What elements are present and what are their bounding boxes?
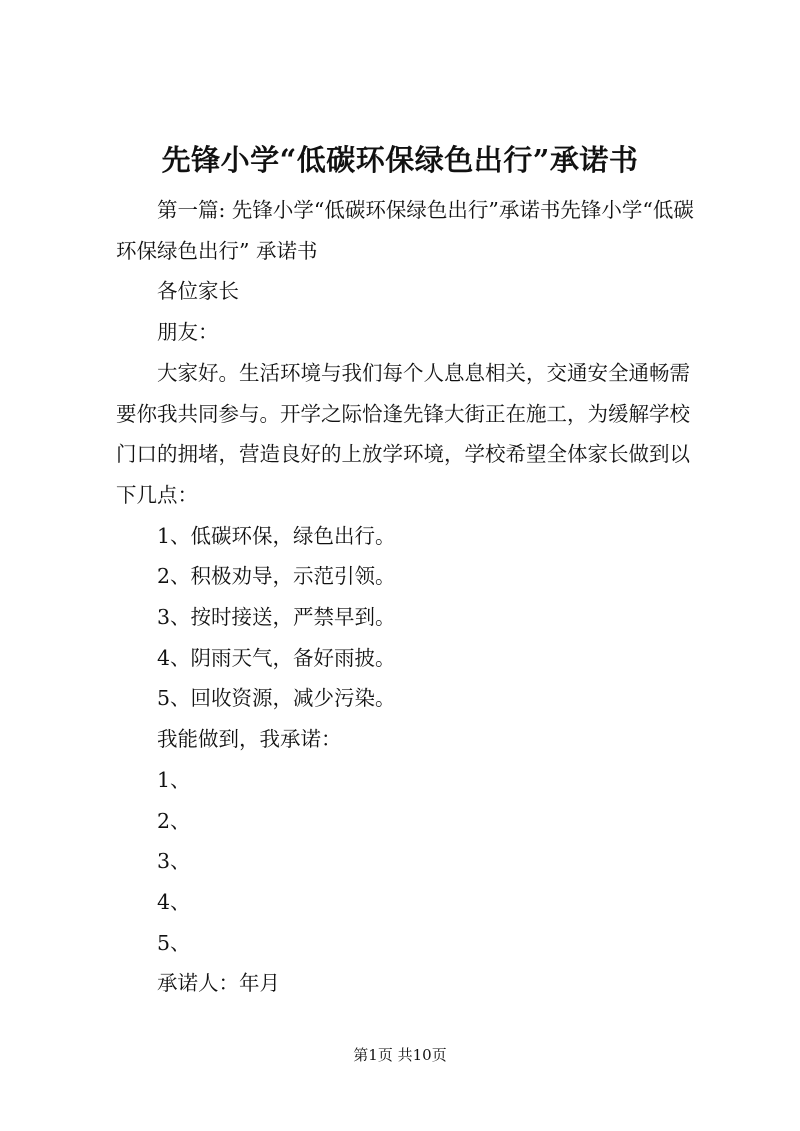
paragraph-salutation: 各位家长 — [157, 279, 239, 304]
pledge-item: 5、 — [157, 930, 191, 955]
pledge-item: 3、 — [157, 849, 191, 874]
list-item: 3、按时接送，严禁早到。 — [157, 605, 396, 630]
paragraph-main: 大家好。生活环境与我们每个人息息相关，交通安全通畅需要你我共同参与。开学之际恰逢先锋大街正在施工，为缓解学校门口的拥堵，营造良好的上放学环境，学校希望全体家长做到以下几点： — [116, 360, 690, 507]
pledge-item: 4、 — [157, 889, 191, 914]
list-item: 1、低碳环保，绿色出行。 — [157, 523, 396, 548]
pledge-item: 1、 — [157, 767, 191, 792]
list-item: 5、回收资源，减少污染。 — [157, 686, 396, 711]
document-title: 先锋小学“低碳环保绿色出行”承诺书 — [161, 143, 639, 177]
paragraph-intro: 第一篇: 先锋小学“低碳环保绿色出行”承诺书先锋小学“低碳环保绿色出行” 承诺书 — [116, 198, 694, 263]
page-footer: 第1页 共10页 — [353, 1046, 447, 1064]
pledge-item: 2、 — [157, 808, 191, 833]
list-item: 2、积极劝导，示范引领。 — [157, 564, 396, 589]
paragraph-pledge: 我能做到，我承诺： — [157, 727, 342, 752]
signature-line: 承诺人：年月 — [157, 971, 280, 996]
list-item: 4、阴雨天气，备好雨披。 — [157, 645, 396, 670]
paragraph-friends: 朋友： — [157, 320, 219, 345]
document-body — [116, 190, 702, 1004]
